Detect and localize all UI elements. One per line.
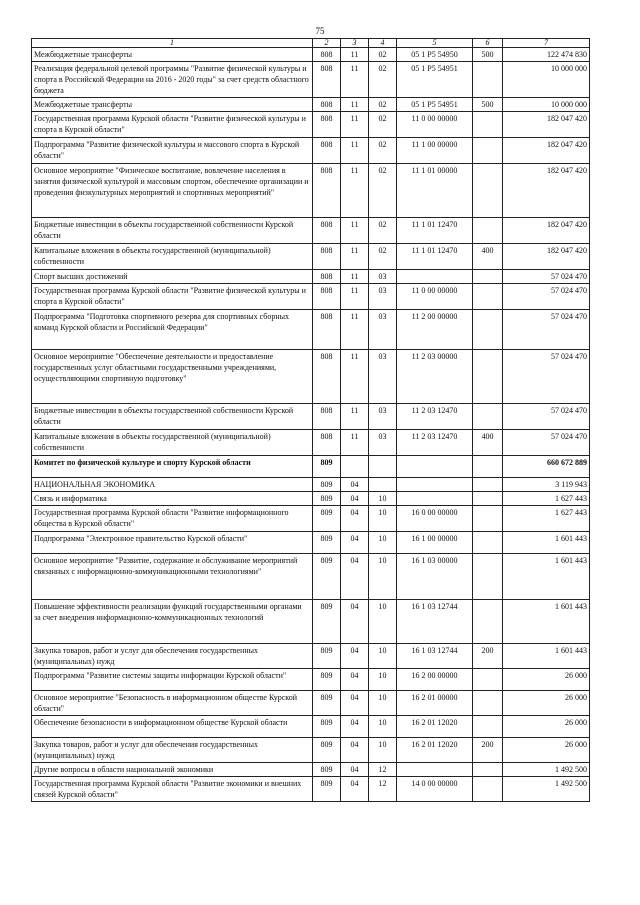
row-expense-type-cell — [473, 600, 503, 644]
row-name-cell: Капитальные вложения в объекты государственной (муниципальной) собственности — [32, 244, 313, 270]
row-expense-type-cell — [473, 691, 503, 716]
row-expense-type-cell — [473, 404, 503, 430]
row-amount-cell: 182 047 420 — [503, 164, 590, 218]
table-row — [32, 218, 590, 244]
row-target-article-cell: 16 1 03 12744 — [397, 600, 473, 644]
row-amount-cell: 57 024 470 — [503, 350, 590, 404]
row-name-cell: Основное мероприятие "Физическое воспитание, вовлечение населения в занятия физической культурой и массовым спортом, обеспечение организации и проведения физкультурных мероприятий и спортивных мероприятий" — [32, 164, 313, 218]
row-subsection-code-cell: 10 — [369, 492, 397, 506]
table-row — [32, 554, 590, 600]
row-subsection-code-cell: 03 — [369, 270, 397, 284]
table-row — [32, 492, 590, 506]
row-expense-type-cell — [473, 506, 503, 532]
row-section-code-cell: 11 — [341, 62, 369, 98]
row-section-code-cell: 11 — [341, 284, 369, 310]
row-amount-cell: 57 024 470 — [503, 284, 590, 310]
row-name-cell: НАЦИОНАЛЬНАЯ ЭКОНОМИКА — [32, 478, 313, 492]
row-target-article-cell: 11 1 00 00000 — [397, 138, 473, 164]
row-name-cell: Бюджетные инвестиции в объекты государственной собственности Курской области — [32, 218, 313, 244]
row-subsection-code-cell: 02 — [369, 48, 397, 62]
row-expense-type-cell — [473, 492, 503, 506]
row-name-cell: Государственная программа Курской области "Развитие информационного общества в Курской области" — [32, 506, 313, 532]
row-subsection-code-cell: 02 — [369, 244, 397, 270]
table-row — [32, 532, 590, 554]
row-subsection-code-cell: 02 — [369, 164, 397, 218]
row-amount-cell: 1 601 443 — [503, 644, 590, 669]
column-number: 4 — [369, 39, 397, 48]
row-ministry-code-cell: 809 — [313, 600, 341, 644]
row-amount-cell: 57 024 470 — [503, 270, 590, 284]
row-amount-cell: 1 627 443 — [503, 506, 590, 532]
row-name-cell: Государственная программа Курской области "Развитие экономики и внешних связей Курской области" — [32, 777, 313, 802]
table-row — [32, 270, 590, 284]
table-row — [32, 98, 590, 112]
row-name-cell: Спорт высших достижений — [32, 270, 313, 284]
row-section-code-cell — [341, 456, 369, 478]
row-name-cell: Другие вопросы в области национальной экономики — [32, 763, 313, 777]
row-expense-type-cell — [473, 218, 503, 244]
row-subsection-code-cell: 10 — [369, 600, 397, 644]
row-target-article-cell: 05 1 P5 54951 — [397, 98, 473, 112]
row-expense-type-cell — [473, 112, 503, 138]
row-section-code-cell: 11 — [341, 244, 369, 270]
row-name-cell: Основное мероприятие "Обеспечение деятельности и предоставление государственных услуг областными государственными учреждениями, осуществляющими спортивную подготовку" — [32, 350, 313, 404]
row-expense-type-cell: 500 — [473, 48, 503, 62]
column-number: 3 — [341, 39, 369, 48]
row-subsection-code-cell: 10 — [369, 532, 397, 554]
row-amount-cell: 1 627 443 — [503, 492, 590, 506]
table-row — [32, 112, 590, 138]
row-name-cell: Основное мероприятие "Безопасность в информационном обществе Курской области" — [32, 691, 313, 716]
row-expense-type-cell: 400 — [473, 244, 503, 270]
row-section-code-cell: 11 — [341, 98, 369, 112]
row-ministry-code-cell: 808 — [313, 404, 341, 430]
row-target-article-cell: 05 1 P5 54950 — [397, 48, 473, 62]
row-subsection-code-cell: 02 — [369, 98, 397, 112]
row-section-code-cell: 11 — [341, 404, 369, 430]
row-subsection-code-cell: 10 — [369, 669, 397, 691]
row-ministry-code-cell: 809 — [313, 763, 341, 777]
row-name-cell: Подпрограмма "Электронное правительство Курской области" — [32, 532, 313, 554]
row-target-article-cell: 05 1 P5 54951 — [397, 62, 473, 98]
row-section-code-cell: 04 — [341, 506, 369, 532]
row-ministry-code-cell: 809 — [313, 506, 341, 532]
table-row — [32, 244, 590, 270]
row-subsection-code-cell: 10 — [369, 691, 397, 716]
table-row — [32, 404, 590, 430]
row-subsection-code-cell: 03 — [369, 310, 397, 350]
row-name-cell: Закупка товаров, работ и услуг для обеспечения государственных (муниципальных) нужд — [32, 644, 313, 669]
row-expense-type-cell — [473, 763, 503, 777]
row-ministry-code-cell: 809 — [313, 492, 341, 506]
row-subsection-code-cell: 10 — [369, 644, 397, 669]
table-row — [32, 164, 590, 218]
row-expense-type-cell — [473, 350, 503, 404]
row-subsection-code-cell: 10 — [369, 738, 397, 763]
table-row — [32, 350, 590, 404]
row-amount-cell: 182 047 420 — [503, 218, 590, 244]
table-row — [32, 691, 590, 716]
row-ministry-code-cell: 809 — [313, 691, 341, 716]
row-amount-cell: 10 000 000 — [503, 62, 590, 98]
column-number: 5 — [397, 39, 473, 48]
row-target-article-cell: 16 0 00 00000 — [397, 506, 473, 532]
row-amount-cell: 57 024 470 — [503, 404, 590, 430]
row-target-article-cell: 16 2 00 00000 — [397, 669, 473, 691]
table-row — [32, 738, 590, 763]
row-expense-type-cell — [473, 310, 503, 350]
row-ministry-code-cell: 808 — [313, 48, 341, 62]
row-section-code-cell: 04 — [341, 691, 369, 716]
row-name-cell: Реализация федеральной целевой программы "Развитие физической культуры и спорта в Российской Федерации на 2016 - 2020 годы" за счет средств областного бюджета — [32, 62, 313, 98]
row-ministry-code-cell: 809 — [313, 738, 341, 763]
row-name-cell: Подпрограмма "Развитие системы защиты информации Курской области" — [32, 669, 313, 691]
row-target-article-cell: 11 2 03 12470 — [397, 404, 473, 430]
table-row — [32, 506, 590, 532]
row-target-article-cell: 11 1 01 12470 — [397, 218, 473, 244]
row-ministry-code-cell: 808 — [313, 244, 341, 270]
table-row — [32, 138, 590, 164]
row-amount-cell: 1 601 443 — [503, 532, 590, 554]
row-target-article-cell — [397, 456, 473, 478]
row-name-cell: Межбюджетные трансферты — [32, 48, 313, 62]
row-name-cell: Связь и информатика — [32, 492, 313, 506]
row-name-cell: Обеспечение безопасности в информационном обществе Курской области — [32, 716, 313, 738]
row-section-code-cell: 11 — [341, 218, 369, 244]
row-expense-type-cell — [473, 554, 503, 600]
row-amount-cell: 182 047 420 — [503, 244, 590, 270]
budget-table — [31, 38, 590, 802]
row-ministry-code-cell: 808 — [313, 98, 341, 112]
column-number: 1 — [32, 39, 313, 48]
row-ministry-code-cell: 809 — [313, 777, 341, 802]
row-section-code-cell: 11 — [341, 48, 369, 62]
table-row — [32, 310, 590, 350]
row-target-article-cell: 16 1 03 00000 — [397, 554, 473, 600]
row-subsection-code-cell: 02 — [369, 138, 397, 164]
row-amount-cell: 1 492 500 — [503, 777, 590, 802]
row-amount-cell: 26 000 — [503, 691, 590, 716]
column-number-row — [32, 39, 590, 48]
row-section-code-cell: 04 — [341, 669, 369, 691]
row-target-article-cell: 11 2 03 00000 — [397, 350, 473, 404]
table-row — [32, 430, 590, 456]
row-expense-type-cell — [473, 777, 503, 802]
row-subsection-code-cell: 03 — [369, 404, 397, 430]
row-expense-type-cell — [473, 138, 503, 164]
row-section-code-cell: 04 — [341, 532, 369, 554]
table-row — [32, 777, 590, 802]
column-number: 6 — [473, 39, 503, 48]
row-section-code-cell: 04 — [341, 777, 369, 802]
row-name-cell: Подпрограмма "Подготовка спортивного резерва для спортивных сборных команд Курской области и Российской Федерации" — [32, 310, 313, 350]
row-target-article-cell: 16 2 01 12020 — [397, 738, 473, 763]
row-expense-type-cell — [473, 284, 503, 310]
row-amount-cell: 57 024 470 — [503, 430, 590, 456]
column-number: 2 — [313, 39, 341, 48]
row-amount-cell: 1 601 443 — [503, 600, 590, 644]
row-amount-cell: 3 119 943 — [503, 478, 590, 492]
row-expense-type-cell: 200 — [473, 644, 503, 669]
row-subsection-code-cell: 12 — [369, 763, 397, 777]
row-ministry-code-cell: 809 — [313, 456, 341, 478]
row-ministry-code-cell: 809 — [313, 644, 341, 669]
row-expense-type-cell — [473, 62, 503, 98]
row-ministry-code-cell: 809 — [313, 669, 341, 691]
row-section-code-cell: 11 — [341, 138, 369, 164]
row-subsection-code-cell: 03 — [369, 284, 397, 310]
row-expense-type-cell — [473, 164, 503, 218]
row-subsection-code-cell: 02 — [369, 112, 397, 138]
row-name-cell: Капитальные вложения в объекты государственной (муниципальной) собственности — [32, 430, 313, 456]
table-row — [32, 644, 590, 669]
row-amount-cell: 122 474 830 — [503, 48, 590, 62]
row-subsection-code-cell: 02 — [369, 218, 397, 244]
row-ministry-code-cell: 809 — [313, 716, 341, 738]
row-amount-cell: 660 672 889 — [503, 456, 590, 478]
row-expense-type-cell: 500 — [473, 98, 503, 112]
row-expense-type-cell — [473, 716, 503, 738]
row-amount-cell: 1 601 443 — [503, 554, 590, 600]
row-amount-cell: 182 047 420 — [503, 112, 590, 138]
row-ministry-code-cell: 809 — [313, 532, 341, 554]
row-subsection-code-cell: 10 — [369, 716, 397, 738]
row-section-code-cell: 04 — [341, 763, 369, 777]
row-target-article-cell: 11 1 01 12470 — [397, 244, 473, 270]
row-target-article-cell: 16 1 00 00000 — [397, 532, 473, 554]
row-name-cell: Государственная программа Курской области "Развитие физической культуры и спорта в Курской области" — [32, 284, 313, 310]
row-target-article-cell: 11 2 03 12470 — [397, 430, 473, 456]
table-row — [32, 478, 590, 492]
row-section-code-cell: 04 — [341, 492, 369, 506]
table-row — [32, 62, 590, 98]
row-section-code-cell: 11 — [341, 310, 369, 350]
row-section-code-cell: 04 — [341, 600, 369, 644]
row-target-article-cell: 16 2 01 12020 — [397, 716, 473, 738]
row-target-article-cell — [397, 478, 473, 492]
row-target-article-cell — [397, 270, 473, 284]
row-amount-cell: 26 000 — [503, 716, 590, 738]
row-target-article-cell — [397, 763, 473, 777]
row-target-article-cell: 11 0 00 00000 — [397, 284, 473, 310]
row-target-article-cell: 14 0 00 00000 — [397, 777, 473, 802]
row-section-code-cell: 04 — [341, 716, 369, 738]
row-target-article-cell: 11 0 00 00000 — [397, 112, 473, 138]
table-row — [32, 284, 590, 310]
row-ministry-code-cell: 808 — [313, 284, 341, 310]
row-section-code-cell: 04 — [341, 554, 369, 600]
row-target-article-cell — [397, 492, 473, 506]
row-subsection-code-cell — [369, 478, 397, 492]
row-ministry-code-cell: 808 — [313, 218, 341, 244]
row-ministry-code-cell: 808 — [313, 310, 341, 350]
row-subsection-code-cell: 10 — [369, 506, 397, 532]
row-expense-type-cell — [473, 478, 503, 492]
row-ministry-code-cell: 809 — [313, 478, 341, 492]
row-amount-cell: 26 000 — [503, 738, 590, 763]
column-number: 7 — [503, 39, 590, 48]
row-expense-type-cell — [473, 532, 503, 554]
row-section-code-cell: 11 — [341, 430, 369, 456]
row-ministry-code-cell: 808 — [313, 270, 341, 284]
row-ministry-code-cell: 809 — [313, 554, 341, 600]
row-amount-cell: 182 047 420 — [503, 138, 590, 164]
row-subsection-code-cell: 03 — [369, 350, 397, 404]
row-amount-cell: 57 024 470 — [503, 310, 590, 350]
row-expense-type-cell: 400 — [473, 430, 503, 456]
row-ministry-code-cell: 808 — [313, 430, 341, 456]
page-number: 75 — [315, 26, 325, 36]
row-ministry-code-cell: 808 — [313, 138, 341, 164]
row-subsection-code-cell — [369, 456, 397, 478]
row-ministry-code-cell: 808 — [313, 62, 341, 98]
row-amount-cell: 26 000 — [503, 669, 590, 691]
row-name-cell: Государственная программа Курской области "Развитие физической культуры и спорта в Курской области" — [32, 112, 313, 138]
row-amount-cell: 10 000 000 — [503, 98, 590, 112]
row-amount-cell: 1 492 500 — [503, 763, 590, 777]
row-ministry-code-cell: 808 — [313, 350, 341, 404]
table-row — [32, 600, 590, 644]
row-expense-type-cell: 200 — [473, 738, 503, 763]
row-subsection-code-cell: 02 — [369, 62, 397, 98]
row-name-cell: Комитет по физической культуре и спорту Курской области — [32, 456, 313, 478]
row-section-code-cell: 11 — [341, 164, 369, 218]
table-row — [32, 669, 590, 691]
row-section-code-cell: 11 — [341, 112, 369, 138]
table-row — [32, 48, 590, 62]
table-row — [32, 716, 590, 738]
row-section-code-cell: 04 — [341, 644, 369, 669]
row-target-article-cell: 11 2 00 00000 — [397, 310, 473, 350]
row-name-cell: Бюджетные инвестиции в объекты государственной собственности Курской области — [32, 404, 313, 430]
row-section-code-cell: 11 — [341, 270, 369, 284]
table-row — [32, 763, 590, 777]
row-subsection-code-cell: 12 — [369, 777, 397, 802]
table-row — [32, 456, 590, 478]
row-subsection-code-cell: 10 — [369, 554, 397, 600]
row-expense-type-cell — [473, 270, 503, 284]
row-subsection-code-cell: 03 — [369, 430, 397, 456]
row-name-cell: Повышение эффективности реализации функций государственными органами за счет внедрения информационно-коммуникационных технологий — [32, 600, 313, 644]
row-target-article-cell: 11 1 01 00000 — [397, 164, 473, 218]
row-expense-type-cell — [473, 456, 503, 478]
row-name-cell: Закупка товаров, работ и услуг для обеспечения государственных (муниципальных) нужд — [32, 738, 313, 763]
row-target-article-cell: 16 1 03 12744 — [397, 644, 473, 669]
row-section-code-cell: 04 — [341, 738, 369, 763]
row-expense-type-cell — [473, 669, 503, 691]
row-section-code-cell: 11 — [341, 350, 369, 404]
row-name-cell: Межбюджетные трансферты — [32, 98, 313, 112]
row-name-cell: Подпрограмма "Развитие физической культуры и массового спорта в Курской области" — [32, 138, 313, 164]
row-ministry-code-cell: 808 — [313, 164, 341, 218]
row-ministry-code-cell: 808 — [313, 112, 341, 138]
row-target-article-cell: 16 2 01 00000 — [397, 691, 473, 716]
row-section-code-cell: 04 — [341, 478, 369, 492]
row-name-cell: Основное мероприятие "Развитие, содержание и обслуживание мероприятий связанных с информационно-коммуникационными технологиями" — [32, 554, 313, 600]
